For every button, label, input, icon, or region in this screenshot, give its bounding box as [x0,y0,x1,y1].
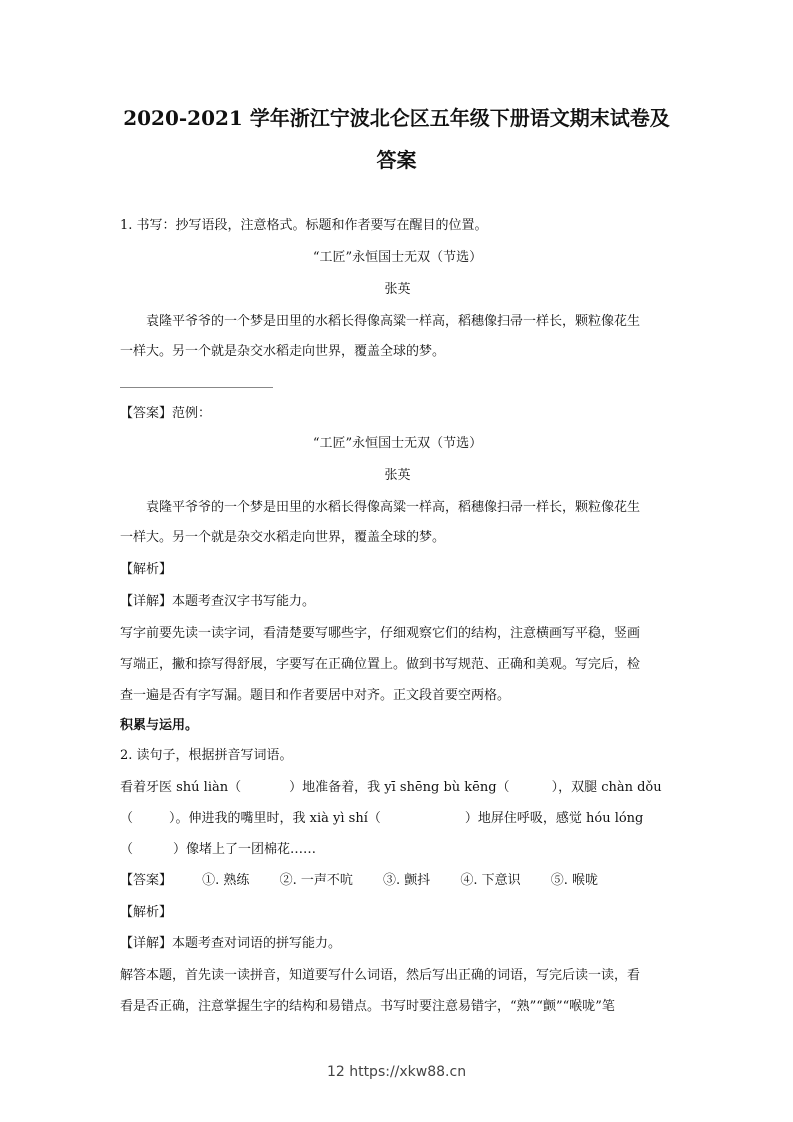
q2-prompt: 2. 读句子，根据拼音写词语。 [120,748,293,763]
q2-answer-1: ①. 熟练 [202,873,250,888]
q1-detail-paragraph-1: 写字前要先读一读字词，看清楚要写哪些字，仔细观察它们的结构，注意横画写平稳，竖画 [120,626,641,641]
q2-sentence-line-1 [120,773,675,803]
q1-prompt: 1. 书写：抄写语段，注意格式。标题和作者要写在醒目的位置。 [120,218,488,233]
q1-passage-title: “工匠”永恒国士无双（节选） [312,250,483,265]
q2-answer-3: ③. 颤抖 [382,873,431,888]
divider-rule [120,387,273,388]
q1-analysis-label: 【解析】 [120,562,173,577]
q1-answer-label: 【答案】范例： [120,406,212,421]
q2-answer-row [120,866,675,896]
q1-answer-paragraph-line-1: 袁隆平爷爷的一个梦是田里的水稻长得像高粱一样高，稻穗像扫帚一样长，颗粒像花生 [146,500,641,515]
section-heading: 积累与运用。 [120,718,199,733]
page-footer: 12 https://xkw88.cn [326,1064,467,1080]
q2-s2-part-a: （ [120,811,134,826]
document-title [100,97,693,181]
q2-s1-part-c: ），双腿 chàn dǒu [551,780,662,795]
q2-answer-4: ④. 下意识 [460,873,521,888]
q1-paragraph-line-2: 一样大。另一个就是杂交水稻走向世界，覆盖全球的梦。 [120,344,446,359]
q2-sentence-line-2 [120,804,675,834]
q1-answer-paragraph-line-2: 一样大。另一个就是杂交水稻走向世界，覆盖全球的梦。 [120,530,446,545]
q2-answer-label: 【答案】 [120,873,173,888]
q2-s3-part-a: （ [120,842,134,857]
q2-s3-part-b: ）像堵上了一团棉花…… [173,842,317,857]
q2-s2-part-c: ）地屏住呼吸，感觉 hóu lóng [464,811,644,826]
q1-author: 张英 [384,282,411,297]
q1-detail-line: 【详解】本题考查汉字书写能力。 [120,594,316,609]
q2-detail-line: 【详解】本题考查对词语的拼写能力。 [120,936,342,951]
q2-answer-5: ⑤. 喉咙 [550,873,599,888]
q2-analysis-label: 【解析】 [120,905,173,920]
q2-sentence-line-3 [120,835,675,865]
q2-detail-paragraph-1: 解答本题，首先读一读拼音，知道要写什么词语，然后写出正确的词语，写完后读一读，看 [120,968,641,983]
q2-s1-part-a: 看着牙医 shú liàn（ [120,780,242,795]
q1-detail-paragraph-3: 查一遍是否有字写漏。题目和作者要居中对齐。正文段首要空两格。 [120,688,511,703]
title-line-2: 答案 [376,148,417,172]
q2-s2-part-b: ）。伸进我的嘴里时，我 xià yì shí（ [169,811,381,826]
title-line-1: 2020-2021 学年浙江宁波北仑区五年级下册语文期末试卷及 [123,106,670,130]
q1-detail-paragraph-2: 写端正，撇和捺写得舒展，字要写在正确位置上。做到书写规范、正确和美观。写完后，检 [120,657,641,672]
q2-detail-paragraph-2: 看是否正确，注意掌握生字的结构和易错点。书写时要注意易错字，“熟”“颤”“喉咙”笔 [120,999,615,1014]
q1-answer-title: “工匠”永恒国士无双（节选） [312,436,483,451]
q1-paragraph-line-1: 袁隆平爷爷的一个梦是田里的水稻长得像高粱一样高，稻穗像扫帚一样长，颗粒像花生 [146,314,641,329]
q2-answer-2: ②. 一声不吭 [279,873,353,888]
q1-answer-author: 张英 [384,468,411,483]
q2-s1-part-b: ）地准备着，我 yī shēng bù kēng（ [289,780,510,795]
